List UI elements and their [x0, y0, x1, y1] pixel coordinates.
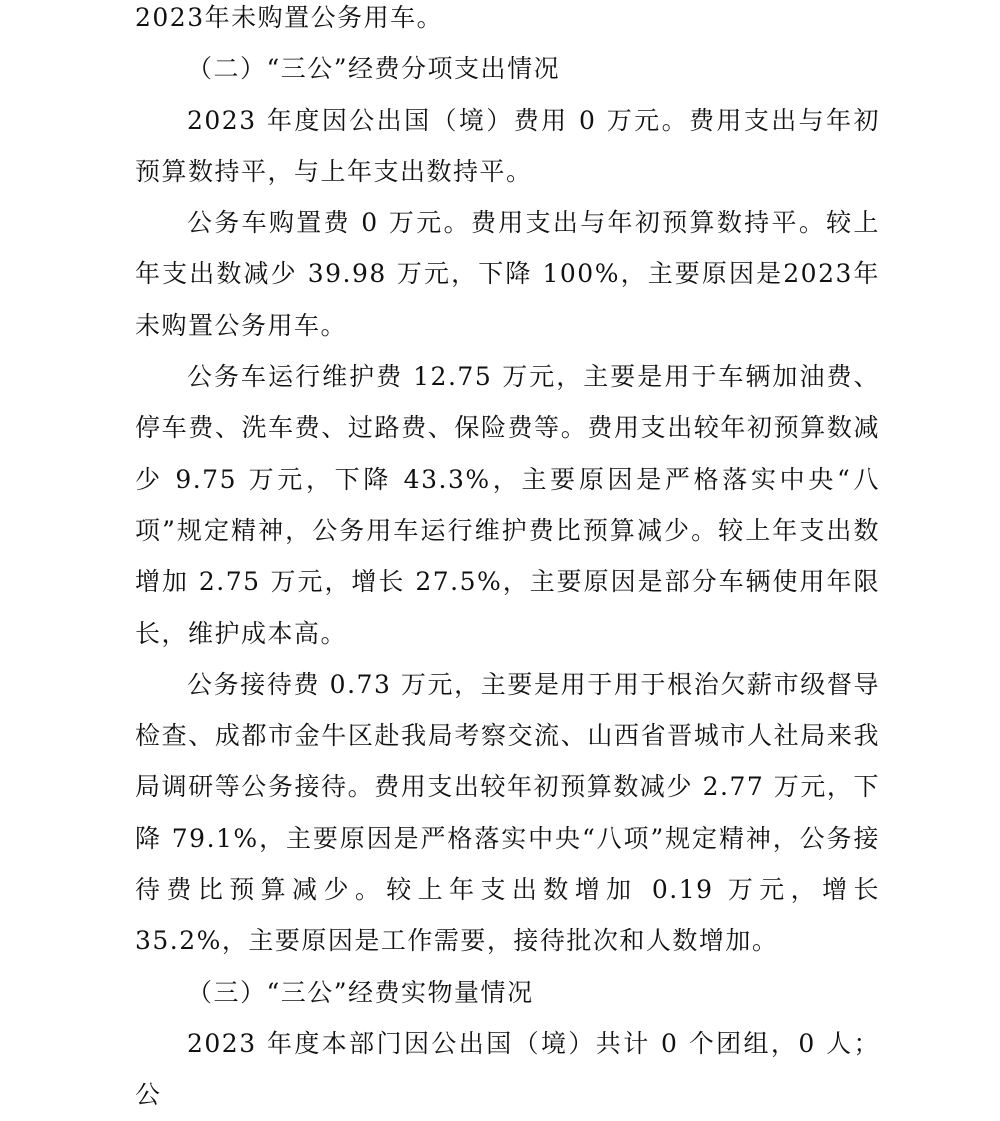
paragraph-reception-expenses: 公务接待费 0.73 万元，主要是用于用于根治欠薪市级督导检查、成都市金牛区赴我局考察交流、山西省晋城市人社局来我局调研等公务接待。费用支出较年初预算数减少 2.77 万元，下降 79.1%，主要原因是严格落实中央“八项”规定精神，公务接待费比预算减少。较上年支出数增加 0.19 万元，增长35.2%，主要原因是工作需要，接待批次和人数增加。 — [135, 669, 880, 956]
paragraph-overseas-groups: 2023 年度本部门因公出国（境）共计 0 个团组，0 人；公 — [135, 1028, 880, 1110]
paragraph-overseas-travel-expenses: 2023 年度因公出国（境）费用 0 万元。费用支出与年初预算数持平，与上年支出数持平。 — [135, 105, 880, 186]
section-heading-physical-quantities: （三）“三公”经费实物量情况 — [187, 977, 534, 1007]
document-page — [135, 0, 880, 1121]
paragraph-vehicle-purchase-expenses: 公务车购置费 0 万元。费用支出与年初预算数持平。较上年支出数减少 39.98 万元，下降 100%，主要原因是2023年未购置公务用车。 — [135, 208, 880, 340]
section-heading-itemized-expenses: （二）“三公”经费分项支出情况 — [187, 54, 561, 84]
paragraph-vehicle-maintenance-expenses: 公务车运行维护费 12.75 万元，主要是用于车辆加油费、停车费、洗车费、过路费、保险费等。费用支出较年初预算数减少 9.75 万元，下降 43.3%，主要原因是严格落实中央“八项”规定精神，公务用车运行维护费比预算减少。较上年支出数增加 2.75 万元，增长 27.5%，主要原因是部分车辆使用年限长，维护成本高。 — [135, 362, 880, 648]
paragraph-vehicle-purchase-tail: 2023年未购置公务用车。 — [135, 3, 444, 32]
